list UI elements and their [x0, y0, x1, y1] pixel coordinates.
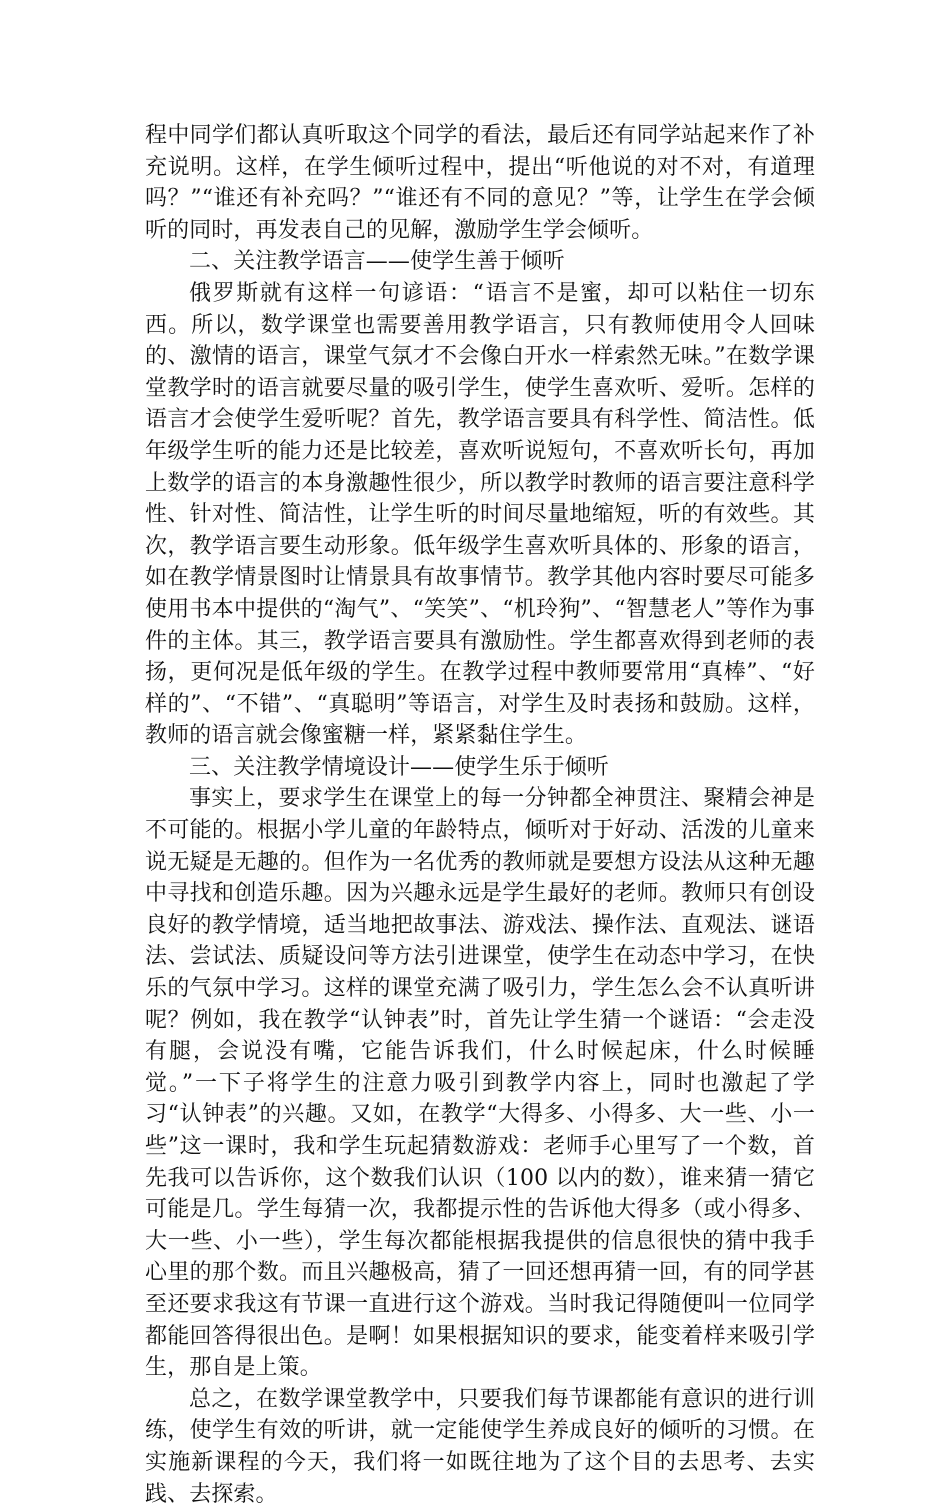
body-paragraph: 总之，在数学课堂教学中，只要我们每节课都能有意识的进行训练，使学生有效的听讲，就一定能使学生养成良好的倾听的习惯。在实施新课程的今天，我们将一如既往地为了这个目的去思考、去实践、去探索。	[145, 1386, 815, 1507]
body-paragraph: 程中同学们都认真听取这个同学的看法，最后还有同学站起来作了补充说明。这样，在学生倾听过程中，提出“听他说的对不对，有道理吗？”“谁还有补充吗？”“谁还有不同的意见？”等，让学生在学会倾听的同时，再发表自己的见解，激励学生学会倾听。	[145, 123, 815, 243]
document-page	[145, 120, 815, 1510]
section-heading: 三、关注教学情境设计——使学生乐于倾听	[189, 754, 609, 780]
body-paragraph: 事实上，要求学生在课堂上的每一分钟都全神贯注、聚精会神是不可能的。根据小学儿童的年龄特点，倾听对于好动、活泼的儿童来说无疑是无趣的。但作为一名优秀的教师就是要想方设法从这种无趣中寻找和创造乐趣。因为兴趣永远是学生最好的老师。教师只有创设良好的教学情境，适当地把故事法、游戏法、操作法、直观法、谜语法、尝试法、质疑设问等方法引进课堂，使学生在动态中学习，在快乐的气氛中学习。这样的课堂充满了吸引力，学生怎么会不认真听讲呢？例如，我在教学“认钟表”时，首先让学生猜一个谜语：“会走没有腿，会说没有嘴，它能告诉我们，什么时候起床，什么时候睡觉。”一下子将学生的注意力吸引到教学内容上，同时也激起了学习“认钟表”的兴趣。又如，在教学“大得多、小得多、大一些、小一些”这一课时，我和学生玩起猜数游戏：老师手心里写了一个数，首先我可以告诉你，这个数我们认识（100 以内的数），谁来猜一猜它可能是几。学生每猜一次，我都提示性的告诉他大得多（或小得多、大一些、小一些），学生每次都能根据我提供的信息很快的猜中我手心里的那个数。而且兴趣极高，猜了一回还想再猜一回，有的同学甚至还要求我这有节课一直进行这个游戏。当时我记得随便叫一位同学都能回答得很出色。是啊！如果根据知识的要求，能变着样来吸引学生，那自是上策。	[145, 786, 815, 1381]
section-heading: 二、关注教学语言——使学生善于倾听	[189, 249, 565, 275]
body-paragraph: 俄罗斯就有这样一句谚语：“语言不是蜜，却可以粘住一切东西。所以，数学课堂也需要善用教学语言，只有教师使用令人回味的、激情的语言，课堂气氛才不会像白开水一样索然无味。”在数学课堂教学时的语言就要尽量的吸引学生，使学生喜欢听、爱听。怎样的语言才会使学生爱听呢？首先，教学语言要具有科学性、简洁性。低年级学生听的能力还是比较差，喜欢听说短句，不喜欢听长句，再加上数学的语言的本身激趣性很少，所以教学时教师的语言要注意科学性、针对性、简洁性，让学生听的时间尽量地缩短，听的有效些。其次，教学语言要生动形象。低年级学生喜欢听具体的、形象的语言，如在教学情景图时让情景具有故事情节。教学其他内容时要尽可能多使用书本中提供的“淘气”、“笑笑”、“机玲狗”、“智慧老人”等作为事件的主体。其三，教学语言要具有激励性。学生都喜欢得到老师的表扬，更何况是低年级的学生。在教学过程中教师要常用“真棒”、“好样的”、“不错”、“真聪明”等语言，对学生及时表扬和鼓励。这样，教师的语言就会像蜜糖一样，紧紧黏住学生。	[145, 280, 815, 749]
